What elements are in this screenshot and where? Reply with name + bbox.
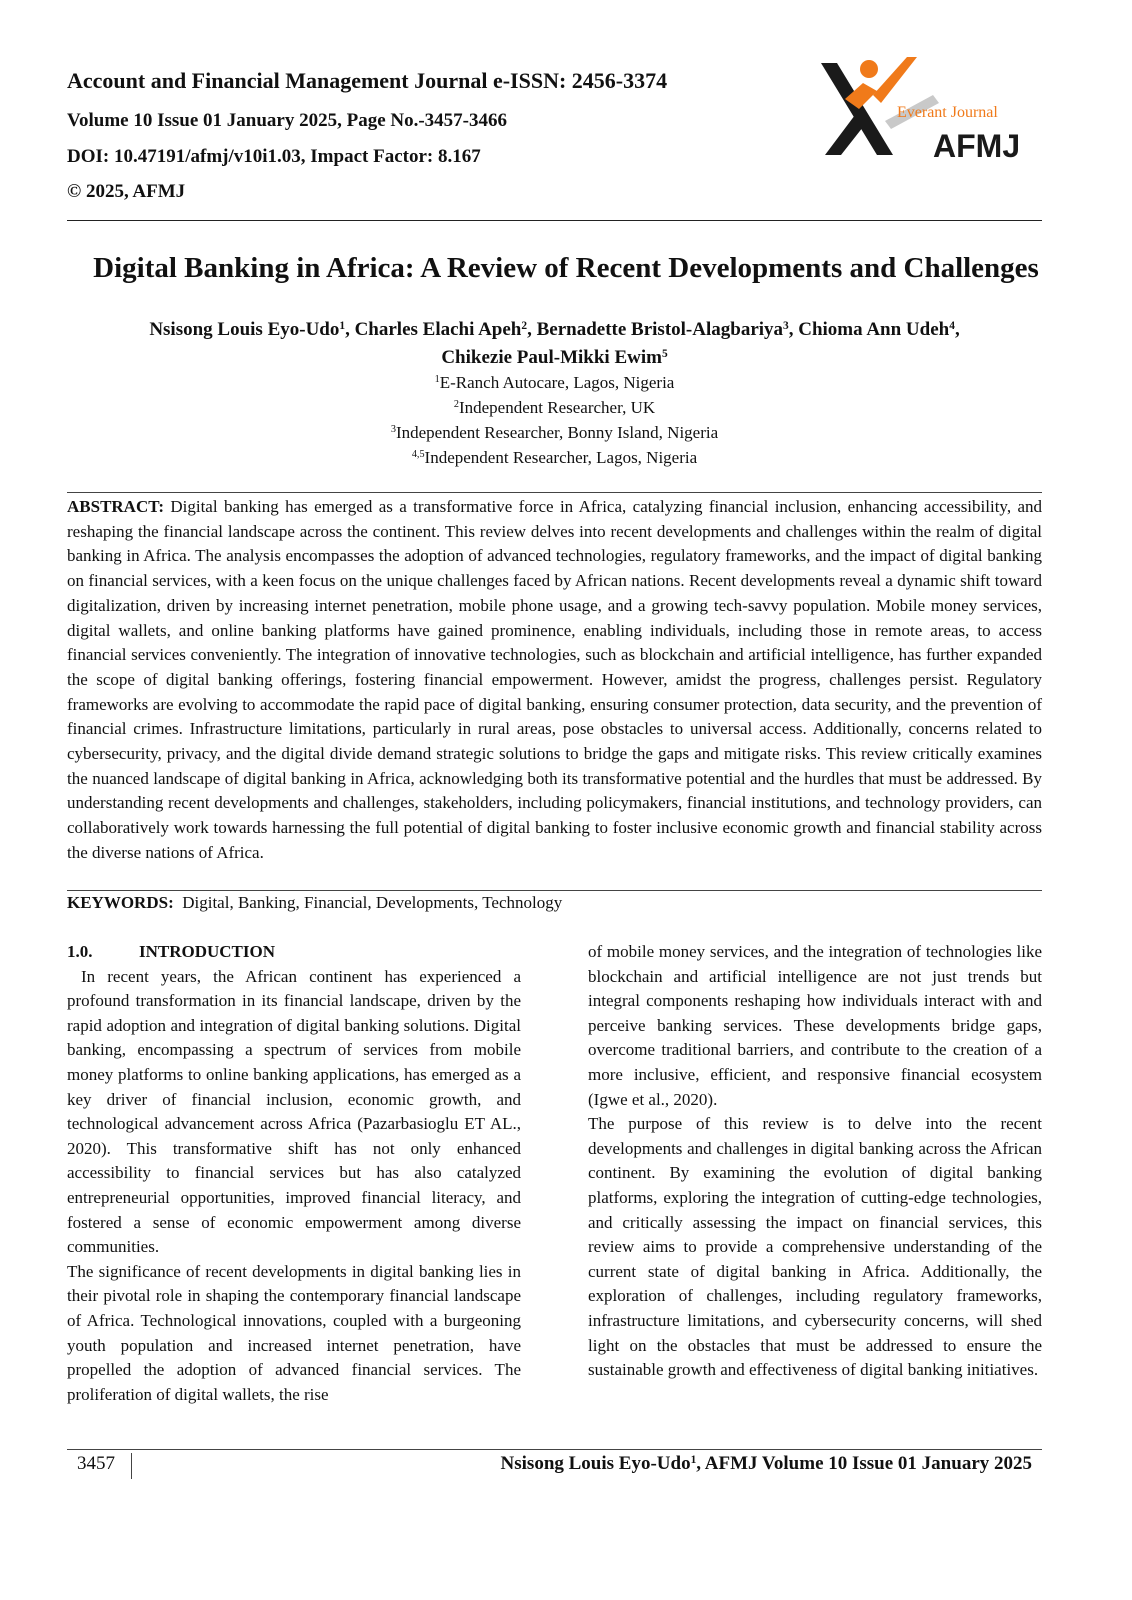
running-footer (501, 1453, 1032, 1475)
section-heading (67, 940, 521, 965)
footer-divider (131, 1453, 132, 1479)
author-name: Chioma Ann Udeh (798, 319, 950, 340)
affiliation-sup: 1 (434, 374, 440, 386)
abstract-top-rule (67, 492, 1042, 493)
affiliation (67, 395, 1042, 420)
copyright: © 2025, AFMJ (67, 181, 186, 202)
logo-abbrev: AFMJ (933, 128, 1021, 164)
abstract-bottom-rule (67, 890, 1042, 891)
intro-paragraph-1: In recent years, the African continent has experienced a profound transformation in its financial landscape, driven by the rapid adoption and integration of digital banking solutions. Digital banking, encompassing a spectrum of services from mobile money platforms to online banking applications, has emerged as a key driver of financial inclusion, economic growth, and technological advancement across Africa (Pazarbasioglu ET AL., 2020). This transformative shift has not only enhanced accessibility to financial services but has also catalyzed entrepreneurial opportunities, improved financial literacy, and fostered a sense of economic empowerment among diverse communities. (67, 966, 521, 1257)
affiliation-list (67, 370, 1042, 470)
keywords-label: KEYWORDS: (67, 893, 174, 912)
author-sup: 3 (783, 319, 789, 332)
journal-logo (815, 55, 1040, 175)
volume-info: Volume 10 Issue 01 January 2025, Page No.-3457-3466 (67, 110, 507, 131)
affiliation (67, 370, 1042, 395)
footer-rule (67, 1449, 1042, 1450)
affiliation (67, 420, 1042, 445)
affiliation-text: Independent Researcher, Lagos, Nigeria (424, 448, 698, 467)
affiliation-sup: 2 (453, 399, 459, 411)
author-sup: 1 (339, 319, 346, 332)
author-list: Nsisong Louis Eyo-Udo$^1$, Charles Elachi Apeh$^2$, Bernadette Bristol-Alagbariya$^3$, Chioma Ann Udeh$^4$, Chikezie Paul-Mikki Ewim$^5$ (149, 319, 960, 368)
body-column-right (588, 940, 1042, 1383)
author-sup: 4 (949, 319, 955, 332)
affiliation-text: E-Ranch Autocare, Lagos, Nigeria (439, 373, 675, 392)
section-number: 1.0. (67, 942, 93, 961)
affiliation-sup: 3 (390, 424, 396, 436)
keywords (67, 893, 562, 913)
affiliation-sup: 4,5 (411, 449, 425, 461)
affiliation-text: Independent Researcher, Bonny Island, Nigeria (395, 423, 719, 442)
author-name: Nsisong Louis Eyo-Udo (149, 319, 340, 340)
footer-author-sup: 1 (690, 1453, 697, 1466)
intro-paragraph-3: The purpose of this review is to delve into the recent developments and challenges in digital banking across the African continent. By examining the evolution of digital banking platforms, exploring the integration of cutting-edge technologies, and critically assessing the impact on financial services, this review aims to provide a comprehensive understanding of the current state of digital banking in Africa. Additionally, the exploration of challenges, including regulatory frameworks, infrastructure limitations, and cybersecurity concerns, will shed light on the obstacles that must be addressed to ensure the sustainable growth and effectiveness of digital banking initiatives. (588, 1114, 1042, 1380)
author-name: Charles Elachi Apeh (354, 319, 522, 340)
footer-journal: , AFMJ Volume 10 Issue 01 January 2025 (696, 1453, 1032, 1474)
intro-paragraph-2: The significance of recent developments in digital banking lies in their pivotal role in shaping the contemporary financial landscape of Africa. Technological innovations, coupled with a burgeoning youth population and increased internet penetration, have propelled the adoption of advanced financial services. The proliferation of digital wallets, the rise (67, 1261, 521, 1404)
footer-author: Nsisong Louis Eyo-Udo (500, 1453, 691, 1474)
page-number: 3457 (77, 1453, 115, 1474)
affiliation-text: Independent Researcher, UK (458, 398, 656, 417)
author-sup: 5 (661, 347, 668, 360)
paper-title: Digital Banking in Africa: A Review of Recent Developments and Challenges (93, 252, 1039, 284)
affiliation (67, 445, 1042, 470)
intro-paragraph-2-continued: of mobile money services, and the integration of technologies like blockchain and artificial intelligence are not just trends but integral components reshaping how individuals interact with and perceive banking services. These developments bridge gaps, overcome traditional barriers, and contribute to the creation of a more inclusive, efficient, and responsive financial ecosystem (Igwe et al., 2020). (588, 942, 1042, 1109)
author-sup: 2 (521, 319, 528, 332)
body-column-left (67, 940, 521, 1407)
abstract (67, 495, 1042, 866)
author-name: Chikezie Paul-Mikki Ewim (441, 347, 662, 368)
logo-publisher: Everant Journal (897, 104, 998, 121)
doi-info: DOI: 10.47191/afmj/v10i1.03, Impact Factor: 8.167 (67, 146, 481, 167)
abstract-label: ABSTRACT: (67, 497, 164, 516)
header-rule (67, 220, 1042, 221)
section-title: INTRODUCTION (139, 942, 276, 961)
author-name: Bernadette Bristol-Alagbariya (536, 319, 784, 340)
keywords-text: Digital, Banking, Financial, Developments, Technology (182, 893, 563, 912)
abstract-text: Digital banking has emerged as a transformative force in Africa, catalyzing financial inclusion, enhancing accessibility, and reshaping the financial landscape across the continent. This review delves into recent developments and challenges within the realm of digital banking in Africa. The analysis encompasses the adoption of advanced technologies, regulatory frameworks, and the impact of digital banking on financial services, with a keen focus on the unique challenges faced by African nations. Recent developments reveal a dynamic shift toward digitalization, driven by increasing internet penetration, mobile phone usage, and a growing tech-savvy population. Mobile money services, digital wallets, and online banking platforms have gained prominence, enabling individuals, including those in remote areas, to access financial services conveniently. The integration of innovative technologies, such as blockchain and artificial intelligence, has further expanded the scope of digital banking offerings, fostering financial empowerment. However, amidst the progress, challenges persist. Regulatory frameworks are evolving to accommodate the rapid pace of digital banking, ensuring consumer protection, data security, and the prevention of financial crimes. Infrastructure limitations, particularly in rural areas, pose obstacles to universal access. Additionally, concerns related to cybersecurity, privacy, and the digital divide demand strategic solutions to bridge the gaps and mitigate risks. This review critically examines the nuanced landscape of digital banking in Africa, acknowledging both its transformative potential and the hurdles that must be addressed. By understanding recent developments and challenges, stakeholders, including policymakers, financial institutions, and technology providers, can collaboratively work towards harnessing the full potential of digital banking to foster inclusive economic growth and financial stability across the diverse nations of Africa. (67, 497, 1042, 862)
journal-name: Account and Financial Management Journal e-ISSN: 2456-3374 (67, 68, 668, 93)
